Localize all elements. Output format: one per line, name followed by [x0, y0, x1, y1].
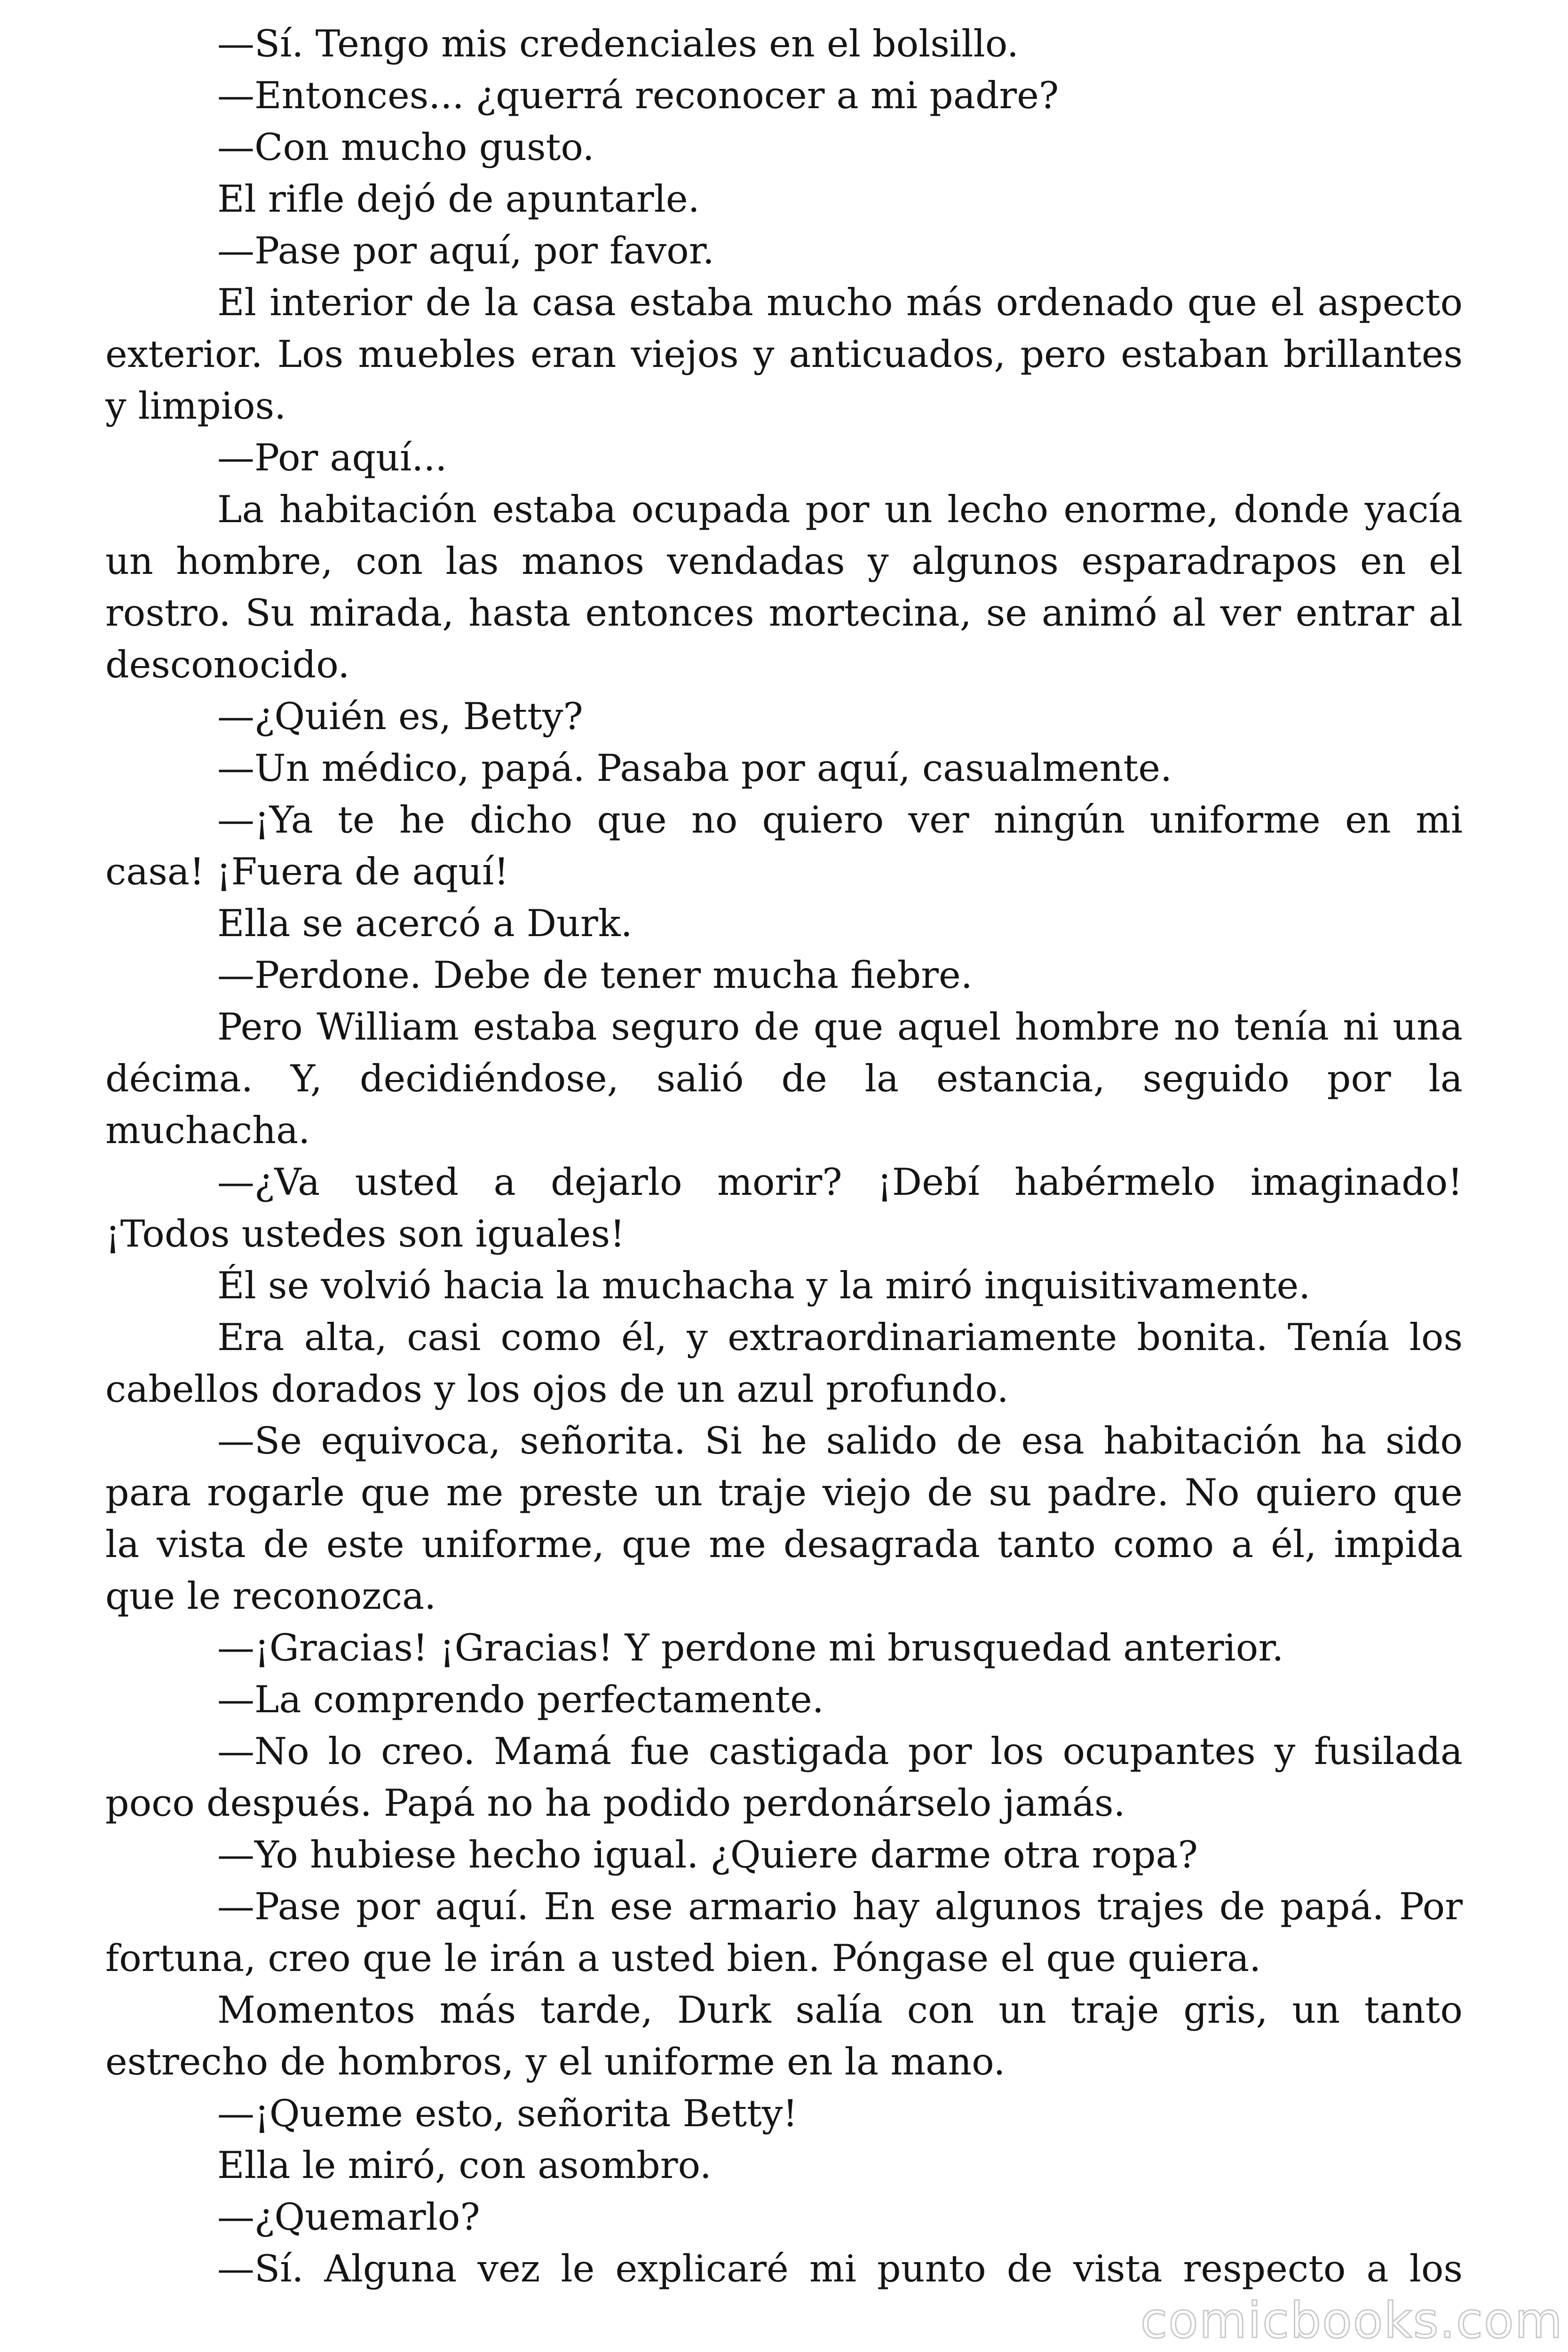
text-line: Él se volvió hacia la muchacha y la miró inquisitivamente.: [217, 1264, 1311, 1307]
text-line: muchacha.: [105, 1109, 310, 1152]
text-line: —Sí. Tengo mis credenciales en el bolsillo.: [217, 22, 1019, 65]
text-line: que le reconozca.: [105, 1574, 436, 1618]
text-line: exterior. Los muebles eran viejos y anticuados, pero estaban brillantes: [105, 333, 1463, 376]
text-line: —Por aquí...: [217, 436, 447, 479]
text-line: casa! ¡Fuera de aquí!: [105, 850, 509, 893]
text-line: —¡Gracias! ¡Gracias! Y perdone mi brusquedad anterior.: [217, 1626, 1284, 1669]
text-line: cabellos dorados y los ojos de un azul profundo.: [105, 1367, 1009, 1411]
watermark: comicbooks.com: [1140, 2292, 1563, 2349]
text-line: —Pase por aquí, por favor.: [217, 229, 714, 272]
text-line: —¿Quién es, Betty?: [217, 695, 583, 738]
text-line: —No lo creo. Mamá fue castigada por los ocupantes y fusilada: [217, 1730, 1463, 1773]
text-line: —¿Quemarlo?: [217, 2195, 480, 2239]
text-line: —Un médico, papá. Pasaba por aquí, casualmente.: [217, 747, 1172, 790]
text-line: décima. Y, decidiéndose, salió de la estancia, seguido por la: [105, 1057, 1463, 1100]
text-line: ¡Todos ustedes son iguales!: [105, 1212, 625, 1255]
text-line: —Se equivoca, señorita. Si he salido de esa habitación ha sido: [217, 1419, 1463, 1462]
text-line: fortuna, creo que le irán a usted bien. Póngase el que quiera.: [105, 1937, 1261, 1980]
text-line: —¡Queme esto, señorita Betty!: [217, 2092, 798, 2135]
text-line: desconocido.: [105, 643, 350, 686]
text-line: El rifle dejó de apuntarle.: [217, 177, 700, 221]
text-line: la vista de este uniforme, que me desagrada tanto como a él, impida: [105, 1523, 1463, 1566]
text-line: Momentos más tarde, Durk salía con un traje gris, un tanto: [217, 1988, 1463, 2032]
text-line: El interior de la casa estaba mucho más ordenado que el aspecto: [217, 281, 1463, 324]
text-line: —Sí. Alguna vez le explicaré mi punto de vista respecto a los: [217, 2247, 1463, 2290]
text-line: Pero William estaba seguro de que aquel hombre no tenía ni una: [217, 1005, 1463, 1049]
text-line: Ella le miró, con asombro.: [217, 2144, 712, 2187]
text-line: un hombre, con las manos vendadas y algunos esparadrapos en el: [105, 540, 1463, 583]
text-line: —Yo hubiese hecho igual. ¿Quiere darme otra ropa?: [217, 1833, 1198, 1876]
text-line: —Entonces... ¿querrá reconocer a mi padre?: [217, 74, 1059, 117]
text-line: Ella se acercó a Durk.: [217, 902, 633, 945]
text-line: rostro. Su mirada, hasta entonces mortecina, se animó al ver entrar al: [105, 591, 1463, 635]
text-line: Era alta, casi como él, y extraordinariamente bonita. Tenía los: [217, 1316, 1463, 1359]
text-line: para rogarle que me preste un traje viejo de su padre. No quiero que: [105, 1471, 1463, 1514]
text-line: —¿Va usted a dejarlo morir? ¡Debí habérmelo imaginado!: [217, 1160, 1463, 1204]
text-line: —Con mucho gusto.: [217, 126, 594, 169]
text-line: poco después. Papá no ha podido perdonárselo jamás.: [105, 1781, 1125, 1825]
text-line: —¡Ya te he dicho que no quiero ver ningún uniforme en mi: [217, 798, 1463, 842]
text-line: y limpios.: [105, 384, 286, 428]
text-line: —Perdone. Debe de tener mucha fiebre.: [217, 954, 973, 997]
text-line: —La comprendo perfectamente.: [217, 1678, 824, 1721]
text-line: —Pase por aquí. En ese armario hay algunos trajes de papá. Por: [217, 1885, 1463, 1928]
book-page: [105, 18, 1463, 2295]
text-line: estrecho de hombros, y el uniforme en la mano.: [105, 2040, 1006, 2083]
text-line: La habitación estaba ocupada por un lecho enorme, donde yacía: [217, 488, 1463, 531]
